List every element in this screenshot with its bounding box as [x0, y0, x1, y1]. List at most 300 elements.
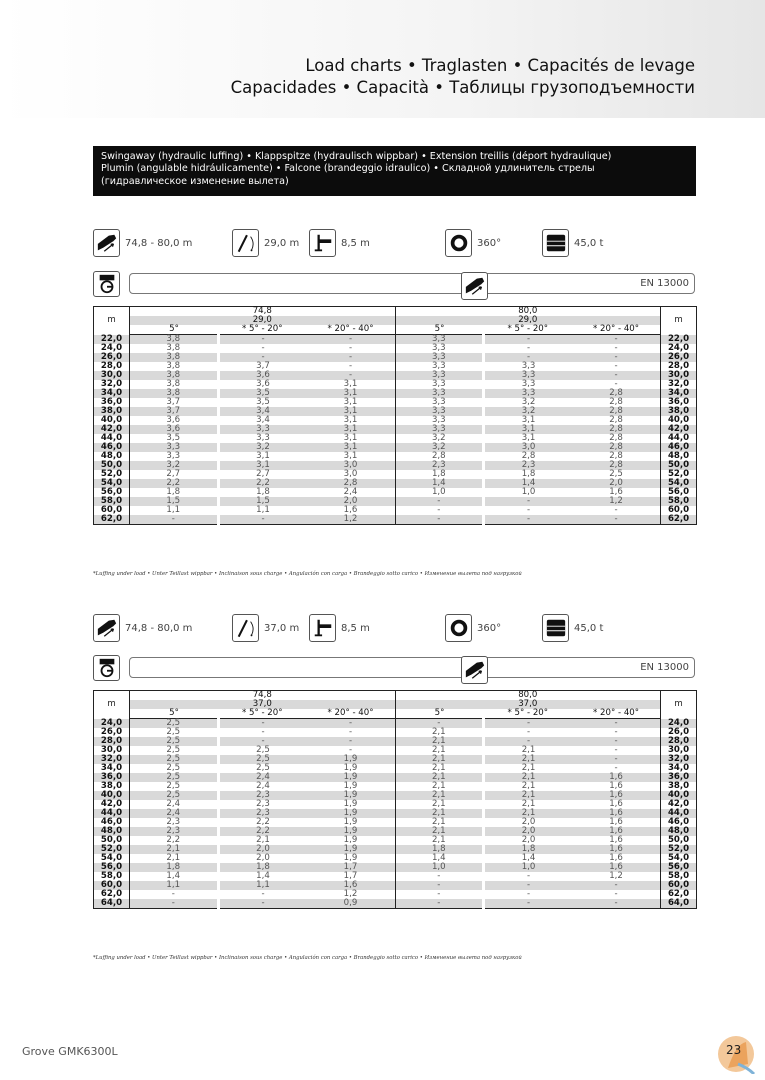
table-row	[94, 407, 697, 416]
radius-cell: 54,0	[661, 479, 697, 488]
capacity-cell: 1,4	[130, 872, 219, 881]
radius-cell: 64,0	[94, 899, 130, 909]
radius-cell: 58,0	[94, 872, 130, 881]
capacity-cell: 2,7	[256, 469, 270, 479]
capacity-cell: 1,2	[572, 497, 661, 506]
capacity-cell: -	[218, 335, 307, 345]
radius-cell: 26,0	[94, 353, 130, 362]
capacity-cell: 2,1	[395, 827, 484, 836]
capacity-cell: 3,8	[130, 353, 219, 362]
radius-cell: 38,0	[661, 407, 697, 416]
capacity-cell: 3,8	[130, 380, 219, 389]
capacity-cell: -	[484, 353, 573, 362]
table-row	[94, 728, 697, 737]
capacity-cell: 2,5	[130, 746, 219, 755]
capacity-cell: 2,1	[395, 800, 484, 809]
capacity-cell: 3,3	[395, 380, 484, 389]
table-row	[94, 863, 697, 872]
capacity-cell: 3,1	[307, 407, 396, 416]
table-row	[94, 488, 697, 497]
capacity-cell: 3,0	[343, 469, 358, 479]
radius-cell: 28,0	[661, 737, 697, 746]
radius-cell: 30,0	[94, 746, 130, 755]
radius-cell: 30,0	[661, 746, 697, 755]
capacity-cell: -	[395, 872, 484, 881]
capacity-cell: -	[218, 515, 307, 525]
capacity-cell: 3,2	[521, 397, 536, 407]
capacity-cell: -	[484, 497, 573, 506]
capacity-cell: 3,6	[218, 371, 307, 380]
table-row	[94, 818, 697, 827]
capacity-cell: -	[484, 737, 573, 746]
counterweight-icon	[542, 229, 569, 257]
capacity-cell: 3,3	[395, 344, 484, 353]
spec-slew	[445, 614, 501, 642]
capacity-cell: 2,4	[130, 800, 219, 809]
jib-length-header: 29,0	[130, 316, 396, 325]
table-row	[94, 782, 697, 791]
capacity-cell: 2,8	[572, 443, 661, 452]
spec-jib	[232, 229, 299, 257]
configuration-bar	[93, 271, 696, 297]
radius-cell: 24,0	[661, 719, 697, 729]
banner-line: Swingaway (hydraulic luffing) • Klappspitze (hydraulisch wippbar) • Extension treillis (déport hydraulique)	[101, 151, 612, 162]
capacity-cell: 2,0	[256, 853, 270, 863]
capacity-cell: 2,1	[395, 782, 484, 791]
capacity-cell: 1,4	[395, 479, 484, 488]
capacity-cell: 1,9	[343, 853, 358, 863]
table-row	[94, 506, 697, 515]
capacity-cell: 2,4	[343, 487, 358, 497]
capacity-cell: 3,1	[218, 461, 307, 470]
capacity-cell: 2,1	[484, 773, 573, 782]
capacity-cell: -	[572, 353, 661, 362]
capacity-cell: 3,2	[130, 461, 219, 470]
spec-value-boom: 74,8 - 80,0 m	[125, 237, 193, 249]
capacity-cell: -	[218, 737, 307, 746]
boom-mode-icon	[461, 656, 488, 684]
capacity-cell: 3,3	[484, 389, 573, 398]
radius-cell: 46,0	[661, 443, 697, 452]
capacity-cell: 2,4	[130, 809, 219, 818]
radius-cell: 48,0	[661, 827, 697, 836]
radius-cell: 32,0	[661, 755, 697, 764]
spec-value-counterweight: 45,0 t	[574, 237, 604, 249]
spec-counterweight	[542, 229, 603, 257]
radius-cell: 22,0	[661, 335, 697, 345]
table-row	[94, 854, 697, 863]
capacity-cell: -	[614, 763, 618, 773]
capacity-cell: 2,8	[572, 461, 661, 470]
capacity-cell: 1,4	[256, 871, 270, 881]
table-row	[94, 398, 697, 407]
spec-outrigger	[309, 229, 370, 257]
table-row	[94, 737, 697, 746]
radius-cell: 52,0	[661, 470, 697, 479]
radius-cell: 54,0	[94, 854, 130, 863]
radius-cell: 24,0	[94, 344, 130, 353]
capacity-cell: 1,8	[130, 863, 219, 872]
capacity-cell: 3,2	[484, 407, 573, 416]
capacity-cell: 2,8	[572, 407, 661, 416]
angle-header: * 5° - 20°	[484, 325, 573, 335]
capacity-cell: 1,8	[130, 488, 219, 497]
capacity-cell: 3,6	[130, 416, 219, 425]
spec-value-counterweight: 45,0 t	[574, 622, 604, 634]
capacity-cell: 1,0	[395, 863, 484, 872]
capacity-cell: 2,1	[395, 746, 484, 755]
capacity-cell: 3,8	[130, 389, 219, 398]
capacity-cell: 2,3	[395, 461, 484, 470]
capacity-cell: 2,2	[218, 827, 307, 836]
capacity-cell: 3,1	[343, 433, 358, 443]
table-row	[94, 755, 697, 764]
capacity-cell: 3,1	[484, 425, 573, 434]
spec-value-jib: 29,0 m	[264, 237, 300, 249]
radius-header-left: m	[94, 307, 130, 335]
slew-360-icon	[445, 229, 472, 257]
capacity-cell: -	[218, 353, 307, 362]
capacity-cell: 1,2	[343, 889, 358, 899]
angle-header: * 5° - 20°	[218, 325, 307, 335]
boom-length-header: 80,0	[395, 691, 661, 701]
capacity-cell: 1,6	[307, 881, 396, 890]
capacity-cell: 2,8	[521, 451, 536, 461]
capacity-cell: 2,3	[256, 799, 270, 809]
capacity-cell: 3,3	[395, 389, 484, 398]
capacity-cell: -	[614, 727, 618, 737]
radius-cell: 42,0	[94, 425, 130, 434]
capacity-cell: 3,3	[395, 353, 484, 362]
radius-cell: 56,0	[661, 863, 697, 872]
capacity-cell: 2,1	[395, 773, 484, 782]
capacity-cell: 3,3	[521, 361, 536, 371]
capacity-cell: 2,0	[484, 827, 573, 836]
radius-cell: 62,0	[94, 515, 130, 525]
capacity-cell: -	[261, 343, 265, 353]
capacity-cell: 2,1	[484, 809, 573, 818]
telescopic-boom-icon	[93, 614, 120, 642]
capacity-cell: -	[395, 890, 484, 899]
capacity-cell: 1,9	[307, 755, 396, 764]
capacity-cell: 2,1	[521, 781, 536, 791]
table-row	[94, 890, 697, 899]
capacity-cell: 1,2	[307, 515, 396, 525]
capacity-cell: -	[572, 515, 661, 525]
capacity-cell: 1,8	[395, 470, 484, 479]
capacity-cell: 2,1	[130, 854, 219, 863]
angle-header: * 5° - 20°	[484, 709, 573, 719]
jib-length-header: 29,0	[395, 316, 661, 325]
capacity-cell: -	[395, 881, 484, 890]
radius-cell: 48,0	[661, 452, 697, 461]
capacity-cell: 1,8	[256, 487, 270, 497]
radius-cell: 36,0	[94, 398, 130, 407]
radius-cell: 26,0	[661, 353, 697, 362]
boom-length-header: 74,8	[130, 307, 396, 317]
table-row	[94, 827, 697, 836]
capacity-cell: 3,1	[521, 415, 536, 425]
radius-cell: 58,0	[661, 497, 697, 506]
radius-cell: 60,0	[94, 881, 130, 890]
capacity-cell: 2,0	[307, 497, 396, 506]
radius-cell: 62,0	[94, 890, 130, 899]
chart-spec-row	[93, 614, 696, 642]
radius-cell: 60,0	[661, 506, 697, 515]
capacity-cell: 2,8	[609, 433, 623, 443]
table-row	[94, 425, 697, 434]
angle-header: * 20° - 40°	[572, 709, 661, 719]
radius-cell: 28,0	[661, 362, 697, 371]
capacity-cell: 1,5	[218, 497, 307, 506]
capacity-cell: 3,3	[395, 335, 484, 345]
capacity-cell: 1,6	[343, 505, 358, 515]
capacity-cell: 2,4	[256, 781, 270, 791]
capacity-cell: 1,6	[609, 487, 623, 497]
capacity-cell: 2,3	[130, 827, 219, 836]
capacity-cell: 1,4	[484, 479, 573, 488]
angle-header: 5°	[395, 709, 484, 719]
radius-cell: 54,0	[661, 854, 697, 863]
capacity-cell: 3,0	[484, 443, 573, 452]
capacity-cell: 2,1	[484, 791, 573, 800]
capacity-cell: 3,7	[130, 407, 219, 416]
radius-cell: 38,0	[94, 782, 130, 791]
radius-cell: 42,0	[94, 800, 130, 809]
radius-cell: 28,0	[94, 362, 130, 371]
capacity-cell: 1,6	[609, 781, 623, 791]
standard-label: EN 13000	[640, 662, 689, 673]
capacity-cell: 2,1	[395, 764, 484, 773]
table-row	[94, 389, 697, 398]
radius-cell: 60,0	[661, 881, 697, 890]
capacity-cell: 1,9	[307, 791, 396, 800]
radius-cell: 26,0	[661, 728, 697, 737]
capacity-cell: -	[348, 343, 353, 353]
radius-cell: 36,0	[94, 773, 130, 782]
luffing-footnote: *Luffing under load • Unter Teillast wippbar • Inclinaison sous charge • Angulación con carga • Brandeggio sotto carico • Изменение вылета под нагрузкой	[93, 955, 522, 961]
capacity-cell: 1,6	[572, 845, 661, 854]
slew-360-icon	[445, 614, 472, 642]
capacity-cell: 3,1	[343, 379, 358, 389]
radius-cell: 50,0	[94, 836, 130, 845]
capacity-cell: 2,1	[130, 845, 219, 854]
capacity-cell: 2,1	[395, 836, 484, 845]
table-row	[94, 836, 697, 845]
capacity-cell: -	[572, 755, 661, 764]
table-row	[94, 434, 697, 443]
capacity-cell: 1,6	[609, 799, 623, 809]
capacity-cell: 2,5	[130, 728, 219, 737]
capacity-cell: 2,3	[484, 461, 573, 470]
capacity-cell: 1,9	[307, 809, 396, 818]
capacity-cell: 1,9	[343, 799, 358, 809]
capacity-cell: 3,3	[395, 425, 484, 434]
capacity-cell: 3,8	[130, 371, 219, 380]
capacity-cell: -	[130, 890, 219, 899]
radius-header-right: m	[661, 307, 697, 335]
radius-cell: 48,0	[94, 827, 130, 836]
capacity-cell: 1,0	[521, 487, 536, 497]
capacity-cell: 1,8	[521, 469, 536, 479]
radius-cell: 58,0	[661, 872, 697, 881]
radius-header-left: m	[94, 691, 130, 719]
load-chart-table	[93, 306, 697, 525]
page-number: 23	[726, 1043, 742, 1057]
spec-value-slew: 360°	[477, 237, 502, 249]
radius-cell: 30,0	[661, 371, 697, 380]
radius-cell: 34,0	[661, 764, 697, 773]
table-row	[94, 899, 697, 909]
capacity-cell: 1,9	[343, 835, 358, 845]
capacity-cell: 3,1	[521, 433, 536, 443]
capacity-cell: 3,2	[395, 434, 484, 443]
table-row	[94, 845, 697, 854]
carrier-rotation-icon	[93, 655, 120, 681]
angle-header: * 20° - 40°	[572, 325, 661, 335]
capacity-cell: 2,1	[395, 791, 484, 800]
capacity-cell: 1,8	[484, 845, 573, 854]
capacity-cell: -	[526, 889, 531, 899]
capacity-cell: 2,0	[572, 479, 661, 488]
radius-cell: 36,0	[661, 773, 697, 782]
capacity-cell: -	[614, 745, 618, 755]
capacity-cell: 2,8	[609, 397, 623, 407]
luffing-footnote: *Luffing under load • Unter Teillast wippbar • Inclinaison sous charge • Angulación con carga • Brandeggio sotto carico • Изменение вылета под нагрузкой	[93, 571, 522, 577]
table-row	[94, 719, 697, 729]
capacity-cell: 2,5	[130, 791, 219, 800]
capacity-cell: 3,3	[395, 362, 484, 371]
capacity-cell: 1,6	[572, 809, 661, 818]
radius-cell: 22,0	[94, 335, 130, 345]
capacity-cell: 3,1	[343, 397, 358, 407]
capacity-cell: 3,1	[343, 451, 358, 461]
table-row	[94, 746, 697, 755]
radius-cell: 62,0	[661, 890, 697, 899]
capacity-cell: -	[614, 505, 618, 515]
capacity-cell: 1,6	[609, 835, 623, 845]
capacity-cell: -	[307, 353, 396, 362]
capacity-cell: 3,5	[130, 434, 219, 443]
angle-header: * 20° - 40°	[307, 325, 396, 335]
radius-cell: 44,0	[94, 809, 130, 818]
capacity-cell: 1,1	[130, 881, 219, 890]
capacity-cell: 1,9	[307, 845, 396, 854]
capacity-cell: 2,8	[609, 415, 623, 425]
capacity-cell: 3,1	[343, 415, 358, 425]
spec-slew	[445, 229, 501, 257]
capacity-cell: 1,1	[130, 506, 219, 515]
standard-bar	[129, 657, 695, 678]
capacity-cell: 1,4	[521, 853, 536, 863]
radius-cell: 34,0	[661, 389, 697, 398]
capacity-cell: 3,2	[218, 443, 307, 452]
capacity-cell: 0,9	[307, 899, 396, 909]
radius-cell: 52,0	[94, 845, 130, 854]
capacity-cell: 2,2	[218, 479, 307, 488]
capacity-cell: -	[614, 361, 618, 371]
boom-mode-icon	[461, 272, 488, 300]
standard-bar	[129, 273, 695, 294]
capacity-cell: -	[572, 335, 661, 345]
angle-header: * 5° - 20°	[218, 709, 307, 719]
capacity-cell: 3,3	[130, 443, 219, 452]
capacity-cell: 3,3	[395, 371, 484, 380]
capacity-cell: -	[572, 881, 661, 890]
capacity-cell: -	[307, 737, 396, 746]
capacity-cell: 2,1	[395, 755, 484, 764]
radius-cell: 32,0	[661, 380, 697, 389]
radius-cell: 42,0	[661, 800, 697, 809]
capacity-cell: 2,2	[256, 817, 270, 827]
capacity-cell: -	[484, 515, 573, 525]
capacity-cell: 2,3	[130, 818, 219, 827]
capacity-cell: 2,2	[130, 836, 219, 845]
standard-label: EN 13000	[640, 278, 689, 289]
luffing-jib-icon	[232, 614, 259, 642]
capacity-cell: -	[526, 505, 531, 515]
table-row	[94, 764, 697, 773]
capacity-cell: -	[307, 719, 396, 729]
page-title-line-2: Capacidades • Capacità • Таблицы грузоподъемности	[230, 78, 695, 97]
footer-model-name: Grove GMK6300L	[22, 1045, 118, 1058]
capacity-cell: 2,5	[256, 745, 270, 755]
load-chart-table	[93, 690, 697, 909]
capacity-cell: 2,1	[395, 818, 484, 827]
radius-cell: 24,0	[661, 344, 697, 353]
radius-cell: 62,0	[661, 515, 697, 525]
carrier-rotation-icon	[93, 271, 120, 297]
configuration-bar	[93, 655, 696, 681]
capacity-cell: 2,1	[395, 737, 484, 746]
radius-header-right: m	[661, 691, 697, 719]
capacity-cell: 1,9	[343, 817, 358, 827]
capacity-cell: 1,1	[218, 881, 307, 890]
table-row	[94, 461, 697, 470]
radius-cell: 56,0	[94, 863, 130, 872]
capacity-cell: 2,0	[218, 845, 307, 854]
capacity-cell: -	[348, 745, 353, 755]
capacity-cell: 2,1	[395, 728, 484, 737]
capacity-cell: 3,8	[130, 362, 219, 371]
capacity-cell: 3,3	[521, 379, 536, 389]
capacity-cell: 2,4	[218, 773, 307, 782]
table-row	[94, 452, 697, 461]
capacity-cell: -	[395, 515, 484, 525]
capacity-cell: -	[130, 899, 219, 909]
radius-cell: 60,0	[94, 506, 130, 515]
radius-cell: 50,0	[661, 836, 697, 845]
radius-cell: 50,0	[661, 461, 697, 470]
banner-line: (гидравлическое изменение вылета)	[101, 175, 289, 187]
capacity-cell: 3,4	[256, 415, 270, 425]
radius-cell: 32,0	[94, 755, 130, 764]
capacity-cell: -	[348, 361, 353, 371]
capacity-cell: 1,6	[572, 863, 661, 872]
luffing-jib-icon	[232, 229, 259, 257]
table-row	[94, 353, 697, 362]
capacity-cell: -	[526, 343, 531, 353]
capacity-cell: -	[484, 899, 573, 909]
capacity-cell: -	[484, 335, 573, 345]
angle-header: * 20° - 40°	[307, 709, 396, 719]
capacity-cell: -	[484, 881, 573, 890]
capacity-cell: 3,3	[395, 416, 484, 425]
table-row	[94, 515, 697, 525]
table-row	[94, 872, 697, 881]
capacity-cell: 1,5	[130, 497, 219, 506]
radius-cell: 32,0	[94, 380, 130, 389]
